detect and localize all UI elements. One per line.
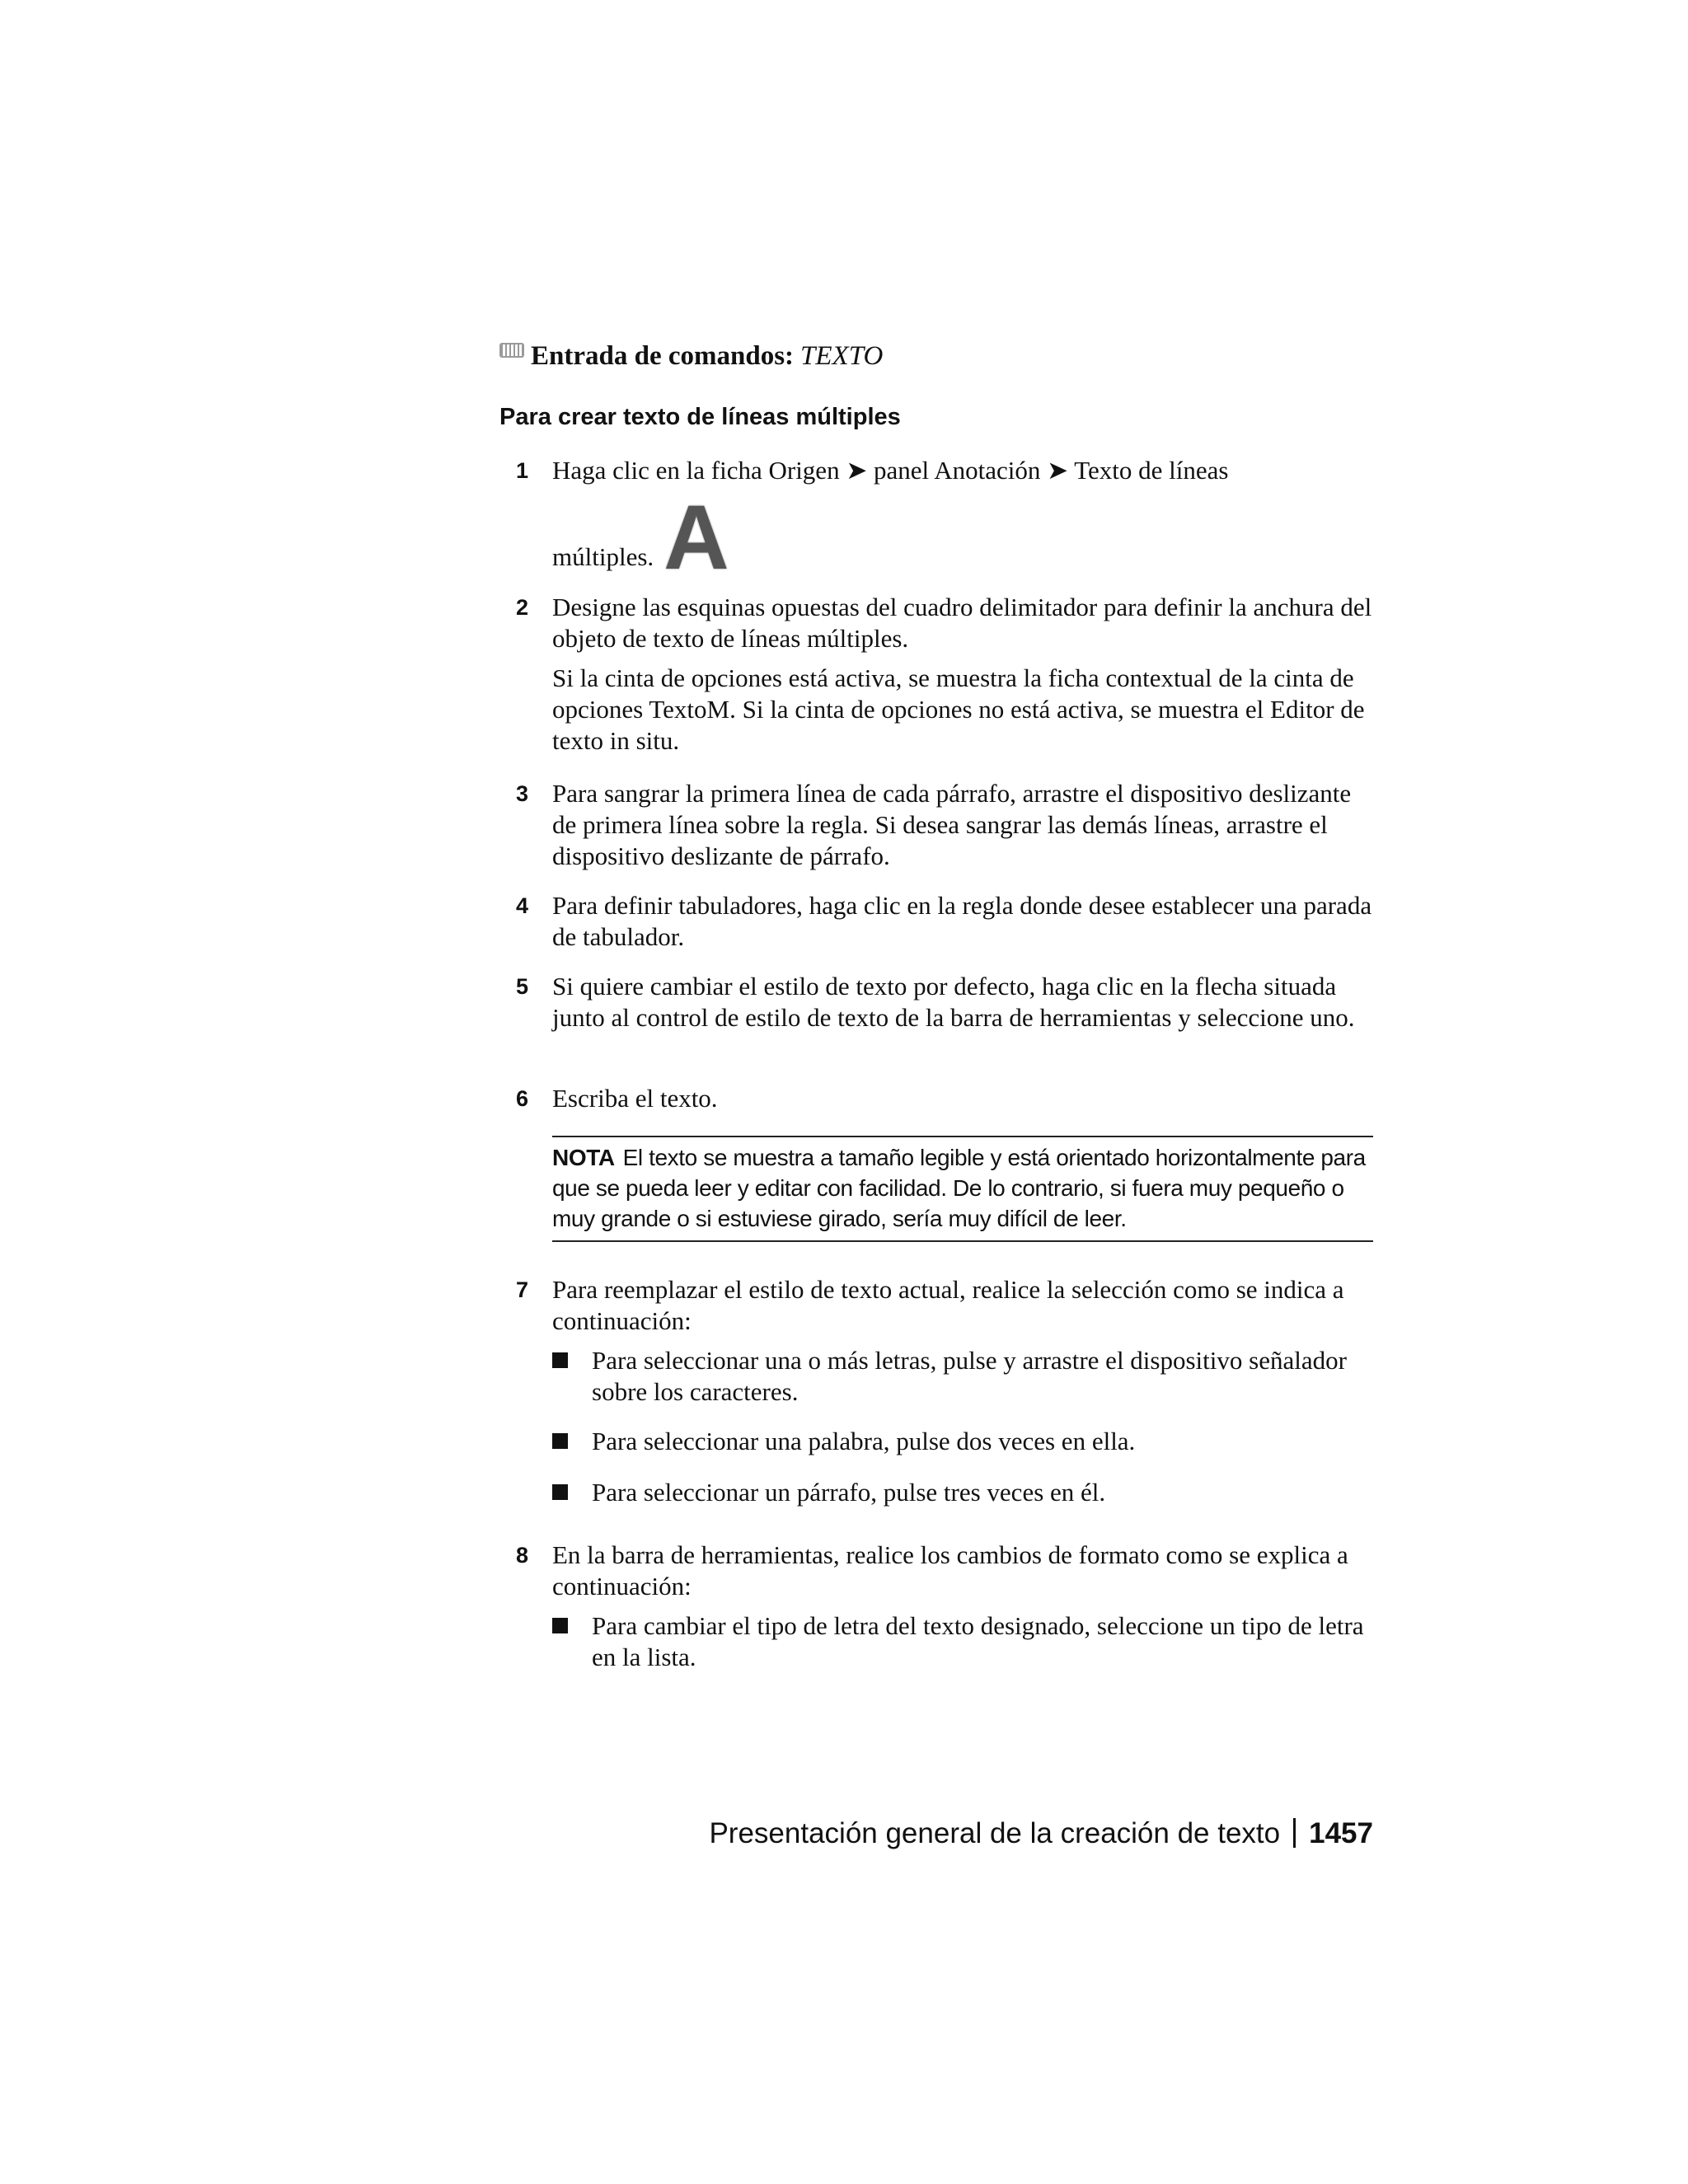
command-entry-value: TEXTO [800,341,884,371]
section-title: Para crear texto de líneas múltiples [499,404,901,430]
step-text: En la barra de herramientas, realice los cambios de formato como se explica a continuación: [552,1540,1348,1601]
note-label: NOTA [552,1145,615,1170]
page-footer [709,1815,1373,1853]
step-text: Designe las esquinas opuestas del cuadro delimitador para definir la anchura del objeto de texto de líneas múltiples. [552,593,1372,653]
step-number: 4 [516,893,529,918]
multiline-text-icon: A [663,487,729,588]
footer-title: Presentación general de la creación de texto [709,1817,1281,1849]
step-number: 6 [516,1086,529,1111]
step-text: Para reemplazar el estilo de texto actual, realice la selección como se indica a continuación: [552,1275,1344,1335]
step-number: 1 [516,458,529,483]
step-text: Para definir tabuladores, haga clic en la regla donde desee establecer una parada de tabulador. [552,891,1372,951]
step-number: 3 [516,781,529,806]
note-box [552,1136,1373,1242]
page-number: 1457 [1309,1817,1373,1849]
step-text-cont: múltiples. [552,542,654,571]
command-entry-label: Entrada de comandos: [531,341,795,371]
step-text: Haga clic en la ficha Origen ➤ panel Anotación ➤ Texto de líneas [552,456,1229,485]
step-number: 8 [516,1543,529,1568]
step-text-continued [552,487,1376,588]
step-number: 7 [516,1277,529,1302]
step-text: Si quiere cambiar el estilo de texto por defecto, haga clic en la flecha situada junto al control de estilo de texto de la barra de herramientas y seleccione uno. [552,972,1355,1032]
note-body: El texto se muestra a tamaño legible y está orientado horizontalmente para que se pueda leer y editar con facilidad. De lo contrario, si fuera muy pequeño o muy grande o si estuviese girado, sería muy difícil de leer. [552,1145,1366,1231]
note-text [552,1142,1373,1234]
step-extra-text: Si la cinta de opciones está activa, se muestra la ficha contextual de la cinta de opciones TextoM. Si la cinta de opciones no está activa, se muestra el Editor de texto in situ. [552,663,1365,755]
bullet-square-icon [552,1618,568,1633]
list-item-text: Para seleccionar un párrafo, pulse tres veces en él. [592,1478,1106,1507]
bullet-square-icon [552,1484,568,1500]
step-text: Para sangrar la primera línea de cada párrafo, arrastre el dispositivo deslizante de primera línea sobre la regla. Si desea sangrar las demás líneas, arrastre el dispositivo deslizante de párrafo. [552,779,1352,870]
step-number: 2 [516,595,529,620]
footer-divider [1293,1818,1296,1848]
command-entry [499,338,883,374]
step-text: Escriba el texto. [552,1084,718,1113]
list-item-text: Para cambiar el tipo de letra del texto designado, seleccione un tipo de letra en la lista. [592,1611,1364,1671]
step-number: 5 [516,974,529,999]
list-item-text: Para seleccionar una palabra, pulse dos veces en ella. [592,1427,1136,1455]
keyboard-icon [499,343,524,358]
list-item-text: Para seleccionar una o más letras, pulse y arrastre el dispositivo señalador sobre los caracteres. [592,1346,1347,1406]
bullet-square-icon [552,1433,568,1449]
bullet-square-icon [552,1352,568,1368]
